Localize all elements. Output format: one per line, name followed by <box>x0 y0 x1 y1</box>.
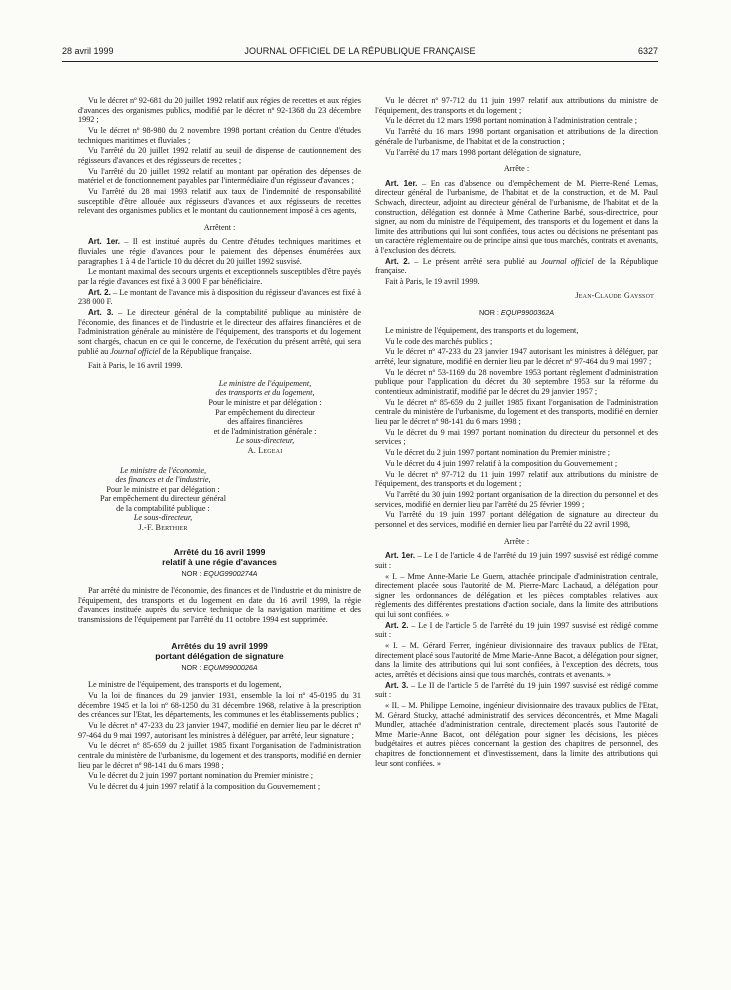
signature-block-equipement: Le ministre de l'équipement, des transports et du logement, Pour le ministre et par délégation : Par empêchement du directeur des affaires financières et de l'administration générale : Le sous-directeur, A. Legeai <box>170 379 360 456</box>
paragraph: Vu le décret du 2 juin 1997 portant nomination du Premier ministre ; <box>385 448 611 458</box>
article-1: Art. 1er. – Le I de l'article 4 de l'arrêté du 19 juin 1997 susvisé est rédigé comme suit : <box>375 551 658 570</box>
paragraph: Vu le décret nº 53-1169 du 28 novembre 1953 portant règlement d'administration publique pour l'application du décret du 30 septembre 1953 sur la réforme du contentieux administratif, modifié par le décret du 29 janvier 1957 ; <box>375 367 658 396</box>
arrete-title: Arrêtés du 19 avril 1999 portant délégation de signature <box>155 640 284 661</box>
paragraph: Vu le décret nº 85-659 du 2 juillet 1985 fixant l'organisation de l'administration centrale du ministère de l'urbanisme, du logement et des transports, modifié en dernier lieu par le décret nº 98-141 du 6 mars 1998 ; <box>375 397 658 426</box>
paragraph: Vu l'arrêté du 19 juin 1997 portant délégation de signature au directeur du personnel et des services, modifié en dernier lieu par l'arrêté du 22 avril 1998, <box>375 510 658 529</box>
paragraph: Le ministre de l'équipement, des transports et du logement, <box>385 325 579 335</box>
paragraph: Vu le décret nº 47-233 du 23 janvier 1947 autorisant les ministres à déléguer, par arrêté, leur signature, modifié en dernier lieu par le décret nº 97-464 du 9 mai 1997 ; <box>375 347 658 366</box>
quoted-paragraph: « I. – Mme Anne-Marie Le Guern, attachée principale d'administration centrale, directement placée sous l'autorité de M. Pierre-Marc Lachaud, a délégation pour signer les ordonnances de délégation et les pièces comptables relatives aux règlements des différentes prestations d'action sociale, dans la limite des attributions qui lui sont confiées. » <box>375 571 658 619</box>
paragraph: Vu le décret du 9 mai 1997 portant nomination du directeur du personnel et des services ; <box>375 427 658 447</box>
article-1: Art. 1er. – Il est institué auprès du Centre d'études techniques maritimes et fluviales une régie d'avances pour le paiement des dépenses énumérées aux paragraphes 1 à 4 de l'article 10 du décret du 20 juillet 1992 susvisé. <box>78 237 361 266</box>
paragraph: Vu l'arrêté du 17 mars 1998 portant délégation de signature, <box>385 147 582 157</box>
right-column <box>375 96 658 769</box>
article-label: Art. 1er. <box>385 551 416 561</box>
article-label: Art. 2. <box>385 620 409 630</box>
article-2: Art. 2. – Le présent arrêté sera publié au Journal officiel de la République française. <box>375 256 658 276</box>
header-rule <box>62 61 658 62</box>
nor-reference: NOR : EQUP9900362A <box>478 308 555 318</box>
paragraph: Vu le décret nº 98-980 du 2 novembre 1998 portant création du Centre d'études techniques maritimes et fluviales ; <box>78 125 361 145</box>
nor-reference: NOR : EQUM9900026A <box>181 662 258 672</box>
article-label: Art. 3. <box>88 308 114 318</box>
article-label: Art. 1er. <box>385 178 418 188</box>
signer-name: A. Legeai <box>247 445 283 455</box>
paragraph: Par arrêté du ministre de l'économie, des finances et de l'industrie et du ministre de l'équipement, des transports et du logement en date du 16 avril 1999, la régie d'avances instituée auprès du service technique de la navigation maritime et des transmissions de l'équipement par l'arrêté du 11 octobre 1994 est supprimée. <box>78 586 361 625</box>
arrete-heading: Arrête : <box>503 164 530 174</box>
article-3: Art. 3. – Le directeur général de la comptabilité publique au ministère de l'économie, des finances et de l'industrie et le directeur des affaires financières et de l'administration générale au ministère de l'équipement, des transports et du logement sont chargés, chacun en ce qui le concerne, de l'exécution du présent arrêté, qui sera publié au Journal officiel de la République française. <box>78 308 361 356</box>
left-column <box>78 96 361 793</box>
paragraph: Vu la loi de finances du 29 janvier 1931, ensemble la loi nº 45-0195 du 31 décembre 1945 et la loi nº 68-1250 du 31 décembre 1968, relative à la prescription des créances sur l'Etat, les départements, les communes et les établissements publics ; <box>78 691 361 720</box>
paragraph: Vu le décret du 4 juin 1997 relatif à la composition du Gouvernement ; <box>385 458 618 468</box>
article-label: Art. 2. <box>88 287 111 297</box>
signed-date: Fait à Paris, le 19 avril 1999. <box>385 277 480 287</box>
paragraph: Vu le décret nº 97-712 du 11 juin 1997 relatif aux attributions du ministre de l'équipement, des transports et du logement ; <box>375 469 658 489</box>
nor-reference: NOR : EQUG9900274A <box>181 568 258 578</box>
paragraph: Vu l'arrêté du 30 juin 1992 portant organisation de la direction du personnel et des services, modifié en dernier lieu par l'arrêté du 25 février 1999 ; <box>375 490 658 509</box>
paragraph: Vu le décret du 2 juin 1997 portant nomination du Premier ministre ; <box>88 771 314 781</box>
paragraph: Vu l'arrêté du 28 mai 1993 relatif aux taux de l'indemnité de responsabilité susceptible d'être allouée aux régisseurs d'avances et aux régisseurs de recettes relevant des organismes publics et le montant du cautionnement imposé à ces agents, <box>78 187 361 216</box>
paragraph: Le ministre de l'équipement, des transports et du logement, <box>88 680 282 690</box>
paragraph: Vu le décret nº 85-659 du 2 juillet 1985 fixant l'organisation de l'administration centrale du ministère de l'urbanisme, du logement et des transports, modifié en dernier lieu par le décret nº 98-141 du 6 mars 1998 ; <box>78 741 361 770</box>
signer-name: Jean-Claude Gayssot <box>575 290 654 300</box>
article-label: Art. 3. <box>385 680 409 690</box>
signature-block-economie: Le ministre de l'économie, des finances et de l'industrie, Pour le ministre et par délégation : Par empêchement du directeur général de la comptabilité publique : Le sous-directeur, J.-F. Berthier <box>78 466 248 533</box>
article-3: Art. 3. – Le II de l'article 5 de l'arrêté du 19 juin 1997 susvisé est rédigé comme suit : <box>375 680 659 700</box>
paragraph: Le montant maximal des secours urgents et exceptionnels susceptibles d'être payés par la régie d'avances est fixé à 3 000 F par bénéficiaire. <box>78 267 361 287</box>
paragraph: Vu le code des marchés publics ; <box>385 336 493 346</box>
quoted-paragraph: « I. – M. Gérard Ferrer, ingénieur divisionnaire des travaux publics de l'Etat, directement placé sous l'autorité de Mme Marie-Anne Bacot, a délégation pour signer, dans la limite des attributions qui lui sont confiées, à l'exception des décrets, tous actes, arrêtés et décisions ainsi que tous marchés, contrats et avenants. » <box>375 641 658 679</box>
paragraph: Vu l'arrêté du 20 juillet 1992 relatif au seuil de dispense de cautionnement des régisseurs d'avances et des régisseurs de recettes ; <box>78 146 361 165</box>
signed-date: Fait à Paris, le 16 avril 1999. <box>88 361 183 371</box>
quoted-paragraph: « II. – M. Philippe Lemoine, ingénieur divisionnaire des travaux publics de l'Etat, M. Gérard Stucky, attaché administratif des services déconcentrés, et Mme Magali Mundler, attachée d'administration centrale, directement placés sous l'autorité de Mme Marie-Anne Bacot, ont délégation pour signer les décisions, les pièces budgétaires et autres pièces concernant la gestion des chapitres de personnel, des chapitres de fonctionnement et d'investissement, dans la limite des attributions qui leur sont confiées. » <box>375 701 658 768</box>
header-date: 28 avril 1999 <box>62 46 114 56</box>
article-label: Art. 2. <box>385 256 410 266</box>
arrete-title: Arrêté du 16 avril 1999 relatif à une régie d'avances <box>162 546 277 567</box>
article-2: Art. 2. – Le I de l'article 5 de l'arrêté du 19 juin 1997 susvisé est rédigé comme suit : <box>375 620 658 640</box>
article-1: Art. 1er. – En cas d'absence ou d'empêchement de M. Pierre-René Lemas, directeur général de l'urbanisme, de l'habitat et de la construction, et de M. Paul Schwach, directeur, adjoint au directeur général de l'urbanisme, de l'habitat et de la construction, délégation est donnée à Mme Catherine Barbé, sous-directrice, pour signer, au nom du ministre de l'équipement, des transports et du logement et dans la limite des attributions qui lui sont confiées, tous actes ou décisions ne présentant pas un caractère réglementaire ou de principe ainsi que tous marchés, contrats et avenants, à l'exclusion des décrets. <box>375 178 658 255</box>
paragraph: Vu le décret nº 92-681 du 20 juillet 1992 relatif aux régies de recettes et aux régies d'avances des organismes publics, modifié par le décret nº 92-1368 du 23 décembre 1992 ; <box>78 96 361 125</box>
paragraph: Vu le décret nº 97-712 du 11 juin 1997 relatif aux attributions du ministre de l'équipement, des transports et du logement ; <box>375 96 658 115</box>
page-header <box>62 46 658 60</box>
header-page-number: 6327 <box>637 46 658 56</box>
paragraph: Vu l'arrêté du 16 mars 1998 portant organisation et attributions de la direction générale de l'urbanisme, de l'habitat et de la construction ; <box>375 127 658 146</box>
paragraph: Vu le décret du 12 mars 1998 portant nomination à l'administration centrale ; <box>385 116 637 126</box>
arretent-heading: Arrêtent : <box>203 222 236 232</box>
paragraph: Vu l'arrêté du 20 juillet 1992 relatif au montant par opération des dépenses de matériel et de fonctionnement payables par l'intermédiaire d'un régisseur d'avances ; <box>78 166 361 186</box>
article-2: Art. 2. – Le montant de l'avance mis à disposition du régisseur d'avances est fixé à 238 000 F. <box>78 287 361 307</box>
signer-name: J.-F. Berthier <box>138 523 188 533</box>
header-journal-title: JOURNAL OFFICIEL DE LA RÉPUBLIQUE FRANÇAISE <box>244 46 476 56</box>
arrete-heading: Arrête : <box>503 536 530 546</box>
article-label: Art. 1er. <box>88 237 121 247</box>
paragraph: Vu le décret du 4 juin 1997 relatif à la composition du Gouvernement ; <box>88 782 321 792</box>
paragraph: Vu le décret nº 47-233 du 23 janvier 1947, modifié en dernier lieu par le décret nº 97-464 du 9 mai 1997, autorisant les ministres à déléguer, par arrêté, leur signature ; <box>78 720 361 740</box>
